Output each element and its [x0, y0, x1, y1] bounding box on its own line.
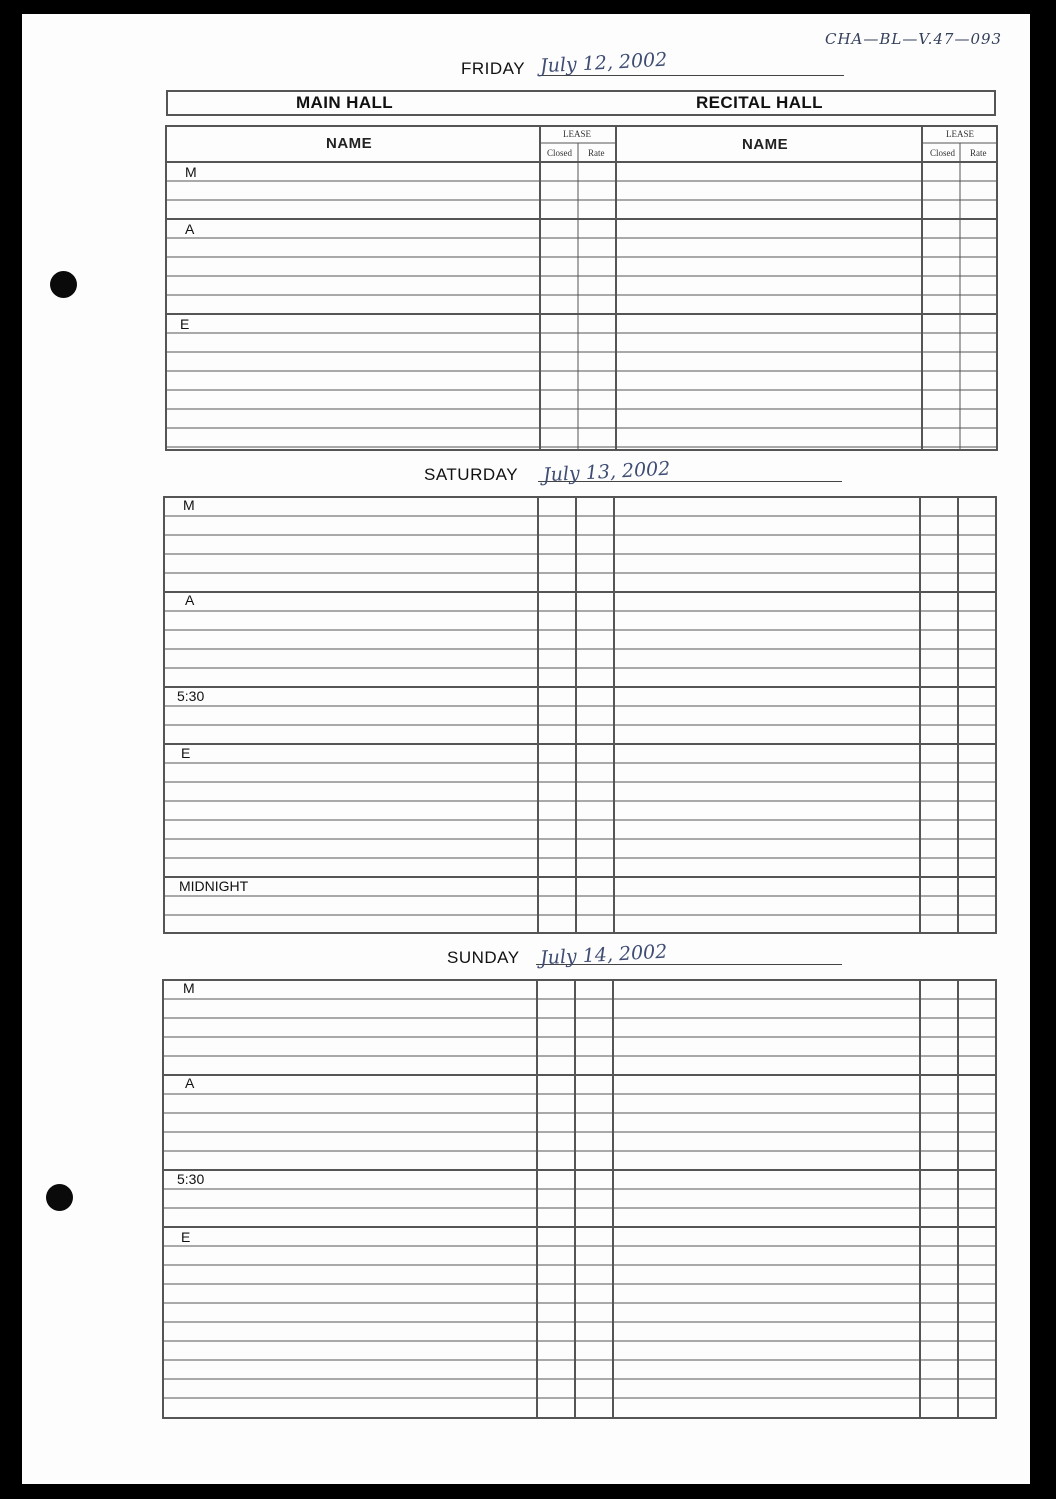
- period-label: A: [185, 221, 195, 237]
- table-frame: [166, 126, 997, 450]
- period-label: E: [181, 745, 191, 761]
- name-column-header-recital: NAME: [742, 136, 789, 153]
- lease-header-main: LEASE: [563, 129, 591, 139]
- table-frame: [163, 980, 996, 1418]
- rate-header-recital: Rate: [970, 148, 987, 158]
- archive-reference-note: CHA—BL—V.47—093: [825, 30, 1003, 48]
- main-hall-heading: MAIN HALL: [296, 93, 394, 112]
- day-title-sunday: SUNDAY: [447, 948, 520, 967]
- period-label: A: [185, 592, 195, 608]
- period-label: M: [185, 164, 197, 180]
- closed-header-main: Closed: [547, 148, 573, 158]
- handwritten-date-sunday: July 14, 2002: [539, 940, 668, 970]
- period-label: E: [181, 1229, 191, 1245]
- period-label: A: [185, 1075, 195, 1091]
- period-label: 5:30: [177, 1171, 205, 1187]
- period-label: 5:30: [177, 688, 205, 704]
- period-label: M: [183, 497, 195, 513]
- day-title-saturday: SATURDAY: [424, 465, 519, 484]
- table-frame: [164, 497, 996, 933]
- name-column-header-main: NAME: [326, 135, 373, 152]
- period-label: E: [180, 316, 190, 332]
- day-title-friday: FRIDAY: [461, 59, 526, 78]
- lease-header-recital: LEASE: [946, 129, 974, 139]
- handwritten-date-friday: July 12, 2002: [539, 48, 668, 78]
- period-label: M: [183, 980, 195, 996]
- closed-header-recital: Closed: [930, 148, 956, 158]
- rate-header-main: Rate: [588, 148, 605, 158]
- recital-hall-heading: RECITAL HALL: [696, 93, 823, 112]
- period-label: MIDNIGHT: [179, 878, 249, 894]
- handwritten-date-saturday: July 13, 2002: [542, 457, 671, 487]
